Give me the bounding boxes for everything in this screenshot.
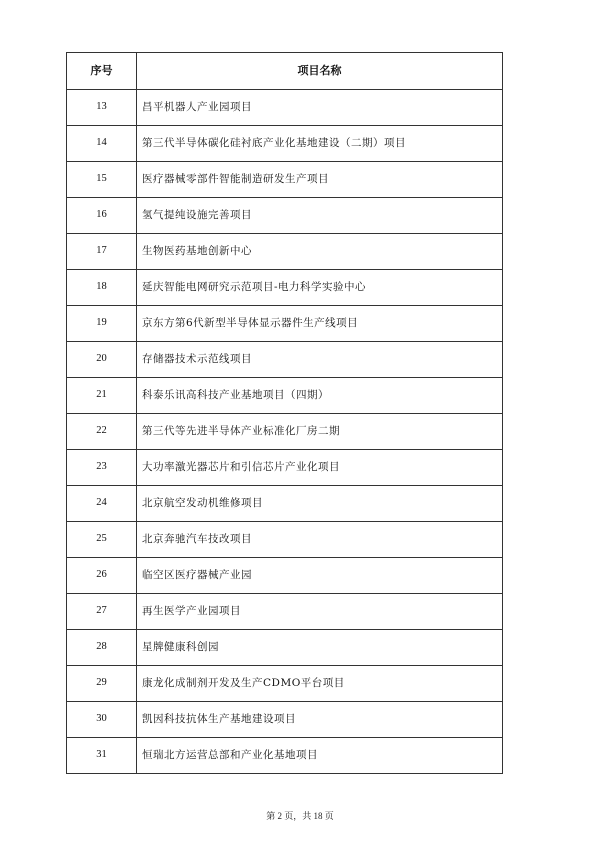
table-row	[67, 414, 503, 450]
table-row	[67, 630, 503, 666]
project-name: 凯因科技抗体生产基地建设项目	[137, 702, 503, 738]
project-name: 第三代等先进半导体产业标准化厂房二期	[137, 414, 503, 450]
row-number: 16	[67, 198, 137, 234]
row-number: 23	[67, 450, 137, 486]
table-row	[67, 522, 503, 558]
row-number: 17	[67, 234, 137, 270]
table-row	[67, 306, 503, 342]
row-number: 26	[67, 558, 137, 594]
table-row	[67, 486, 503, 522]
row-number: 24	[67, 486, 137, 522]
project-name: 星牌健康科创园	[137, 630, 503, 666]
table-row	[67, 666, 503, 702]
row-number: 18	[67, 270, 137, 306]
row-number: 21	[67, 378, 137, 414]
table-row	[67, 378, 503, 414]
project-name: 再生医学产业园项目	[137, 594, 503, 630]
project-name: 第三代半导体碳化硅衬底产业化基地建设（二期）项目	[137, 126, 503, 162]
project-name: 存储器技术示范线项目	[137, 342, 503, 378]
table-row	[67, 90, 503, 126]
table-row	[67, 594, 503, 630]
header-row	[67, 53, 503, 90]
row-number: 27	[67, 594, 137, 630]
table-row	[67, 342, 503, 378]
row-number: 22	[67, 414, 137, 450]
header-number: 序号	[67, 53, 137, 90]
table-row	[67, 558, 503, 594]
project-name: 科泰乐讯高科技产业基地项目（四期）	[137, 378, 503, 414]
page-footer: 第 2 页，共 18 页	[266, 811, 334, 821]
project-name: 恒瑞北方运营总部和产业化基地项目	[137, 738, 503, 774]
table-row	[67, 234, 503, 270]
row-number: 29	[67, 666, 137, 702]
row-number: 20	[67, 342, 137, 378]
project-name: 京东方第6代新型半导体显示器件生产线项目	[137, 306, 503, 342]
project-name: 医疗器械零部件智能制造研发生产项目	[137, 162, 503, 198]
table-header	[67, 53, 503, 90]
table-row	[67, 270, 503, 306]
project-name: 延庆智能电网研究示范项目-电力科学实验中心	[137, 270, 503, 306]
table-row	[67, 450, 503, 486]
header-project-name: 项目名称	[137, 53, 503, 90]
project-name: 生物医药基地创新中心	[137, 234, 503, 270]
project-table	[66, 52, 503, 774]
project-name: 大功率激光器芯片和引信芯片产业化项目	[137, 450, 503, 486]
project-name: 临空区医疗器械产业园	[137, 558, 503, 594]
table-row	[67, 126, 503, 162]
table-row	[67, 702, 503, 738]
table-body	[67, 90, 503, 774]
row-number: 30	[67, 702, 137, 738]
row-number: 13	[67, 90, 137, 126]
row-number: 28	[67, 630, 137, 666]
project-name: 北京航空发动机维修项目	[137, 486, 503, 522]
row-number: 31	[67, 738, 137, 774]
row-number: 25	[67, 522, 137, 558]
row-number: 15	[67, 162, 137, 198]
row-number: 19	[67, 306, 137, 342]
project-name: 北京奔驰汽车技改项目	[137, 522, 503, 558]
project-name: 康龙化成制剂开发及生产CDMO平台项目	[137, 666, 503, 702]
project-name: 氢气提纯设施完善项目	[137, 198, 503, 234]
project-name: 昌平机器人产业园项目	[137, 90, 503, 126]
table-row	[67, 162, 503, 198]
table-row	[67, 738, 503, 774]
table-row	[67, 198, 503, 234]
row-number: 14	[67, 126, 137, 162]
